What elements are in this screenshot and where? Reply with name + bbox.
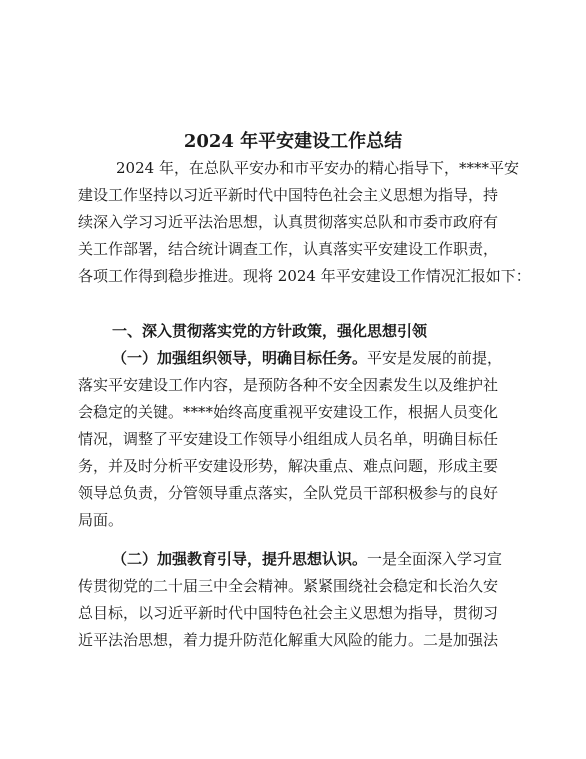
subsection-1-line-2: 落实平安建设工作内容，是预防各种不安全因素发生以及维护社 <box>78 376 499 394</box>
section-heading-1: 一、深入贯彻落实党的方针政策，强化思想引领 <box>112 322 428 340</box>
intro-line-4: 关工作部署，结合统计调查工作，认真落实平安建设工作职责， <box>78 240 499 258</box>
subsection-1-first-line <box>112 348 502 368</box>
subsection-1-line-3: 会稳定的关键。****始终高度重视平安建设工作，根据人员变化 <box>78 403 499 421</box>
subsection-1-line-4: 情况，调整了平安建设工作领导小组组成人员名单，明确目标任 <box>78 430 499 448</box>
intro-line-3: 续深入学习习近平法治思想，认真贯彻落实总队和市委市政府有 <box>78 213 499 231</box>
subsection-1-line-6: 领导总负责，分管领导重点落实，全队党员干部积极参与的良好 <box>78 484 499 502</box>
subsection-2-line-3: 总目标，以习近平新时代中国特色社会主义思想为指导，贯彻习 <box>78 604 499 622</box>
subsection-1-line-7: 局面。 <box>78 511 124 529</box>
document-title: 2024 年平安建设工作总结 <box>183 131 403 152</box>
intro-line-2: 建设工作坚持以习近平新时代中国特色社会主义思想为指导，持 <box>78 186 499 204</box>
subsection-1-lead: （一）加强组织领导，明确目标任务。 <box>112 349 368 367</box>
subsection-2-line-4: 近平法治思想，着力提升防范化解重大风险的能力。二是加强法 <box>78 631 499 649</box>
intro-line-5: 各项工作得到稳步推进。现将 2024 年平安建设工作情况汇报如下： <box>78 267 531 285</box>
subsection-2-first-line-rest: 一是全面深入学习宣 <box>367 550 503 568</box>
subsection-2-first-line <box>112 549 502 569</box>
intro-line-1: 2024 年，在总队平安办和市平安办的精心指导下，****平安 <box>116 159 519 177</box>
subsection-2-line-2: 传贯彻党的二十届三中全会精神。紧紧围绕社会稳定和长治久安 <box>78 577 499 595</box>
subsection-1-first-line-rest: 平安是发展的前提， <box>367 349 503 367</box>
subsection-2-lead: （二）加强教育引导，提升思想认识。 <box>112 550 368 568</box>
subsection-1-line-5: 务，并及时分析平安建设形势，解决重点、难点问题，形成主要 <box>78 457 499 475</box>
